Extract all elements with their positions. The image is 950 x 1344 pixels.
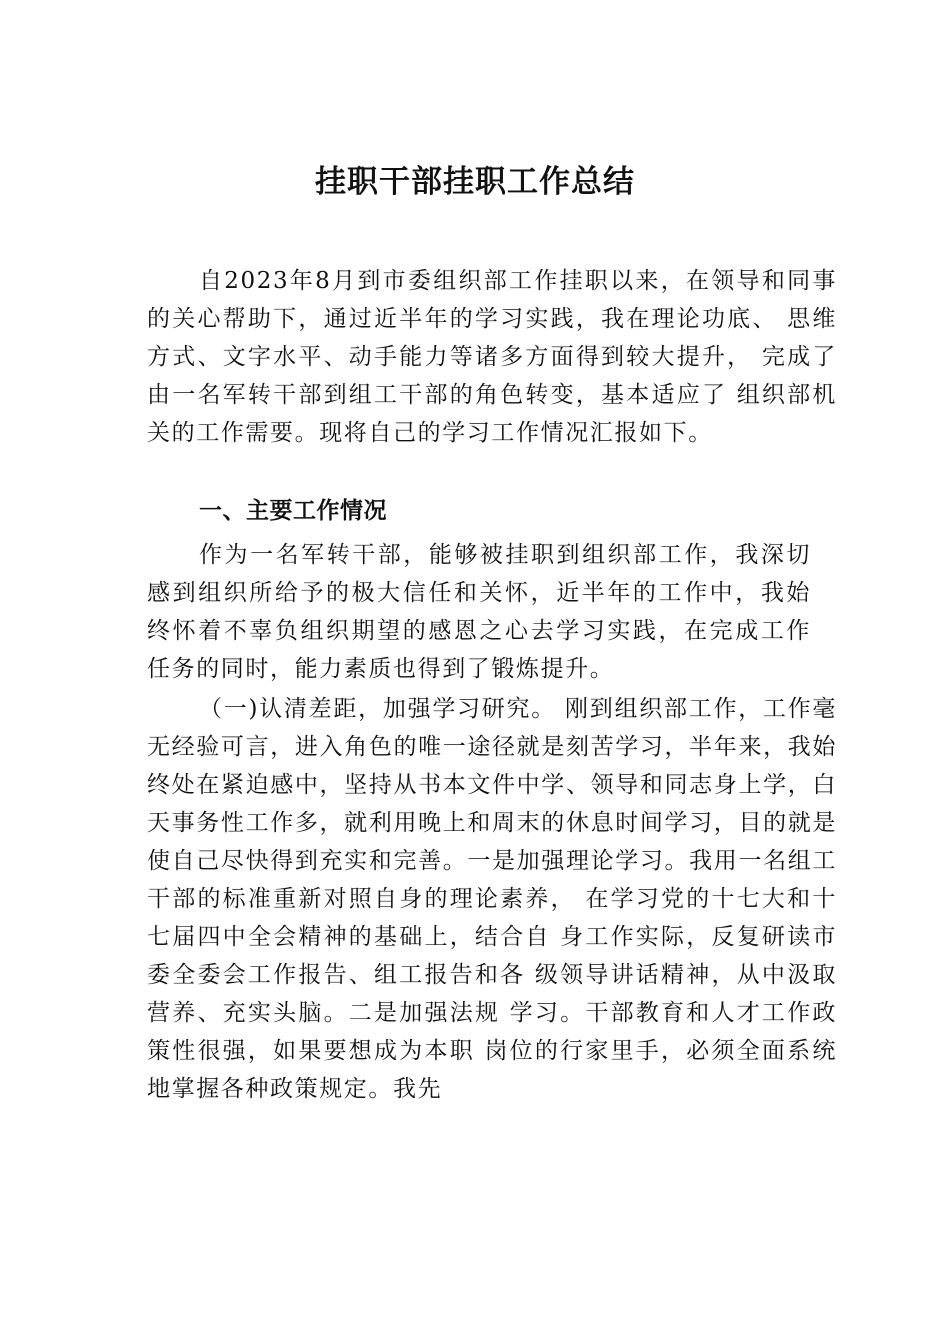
intro-paragraph: 自2023年8月到市委组织部工作挂职以来，在领导和同事的关心帮助下，通过近半年的学习实践，我在理论功底、 思维方式、文字水平、动手能力等诸多方面得到较大提升， 完成了由一名军转干部到组工干部的角色转变，基本适应了 组织部机关的工作需要。现将自己的学习工作情况汇报如下。 bbox=[147, 268, 837, 446]
subsection-heading: （一)认清差距，加强学习研究。 bbox=[199, 696, 556, 722]
section-intro-paragraph: 作为一名军转干部，能够被挂职到组织部工作，我深切感到组织所给予的极大信任和关怀，近半年的工作中，我始终怀着不辜负组织期望的感恩之心去学习实践，在完成工作 任务的同时，能力素质也得到了锻炼提升。 bbox=[147, 542, 811, 682]
subsection-body: 刚到组织部工作，工作毫无经验可言，进入角色的唯一途径就是刻苦学习，半年来，我始终处在紧迫感中，坚持从书本文件中学、领导和同志身上学，白天事务性工作多，就利用晚上和周末的休息时间学习，目的就是使自己尽快得到充实和完善。一是加强理论学习。我用一名组工干部的标准重新对照自身的理论素养， 在学习党的十七大和十七届四中全会精神的基础上，结合自 身工作实际，反复研读市委全委会工作报告、组工报告和各 级领导讲话精神，从中汲取营养、充实头脑。二是加强法规 学习。干部教育和人才工作政策性很强，如果要想成为本职 岗位的行家里手，必须全面系统地掌握各种政策规定。我先 bbox=[147, 696, 837, 1102]
section-heading-main-work: 一、主要工作情况 bbox=[199, 498, 387, 524]
subsection-paragraph bbox=[147, 690, 837, 1108]
document-title: 挂职干部挂职工作总结 bbox=[315, 164, 635, 200]
